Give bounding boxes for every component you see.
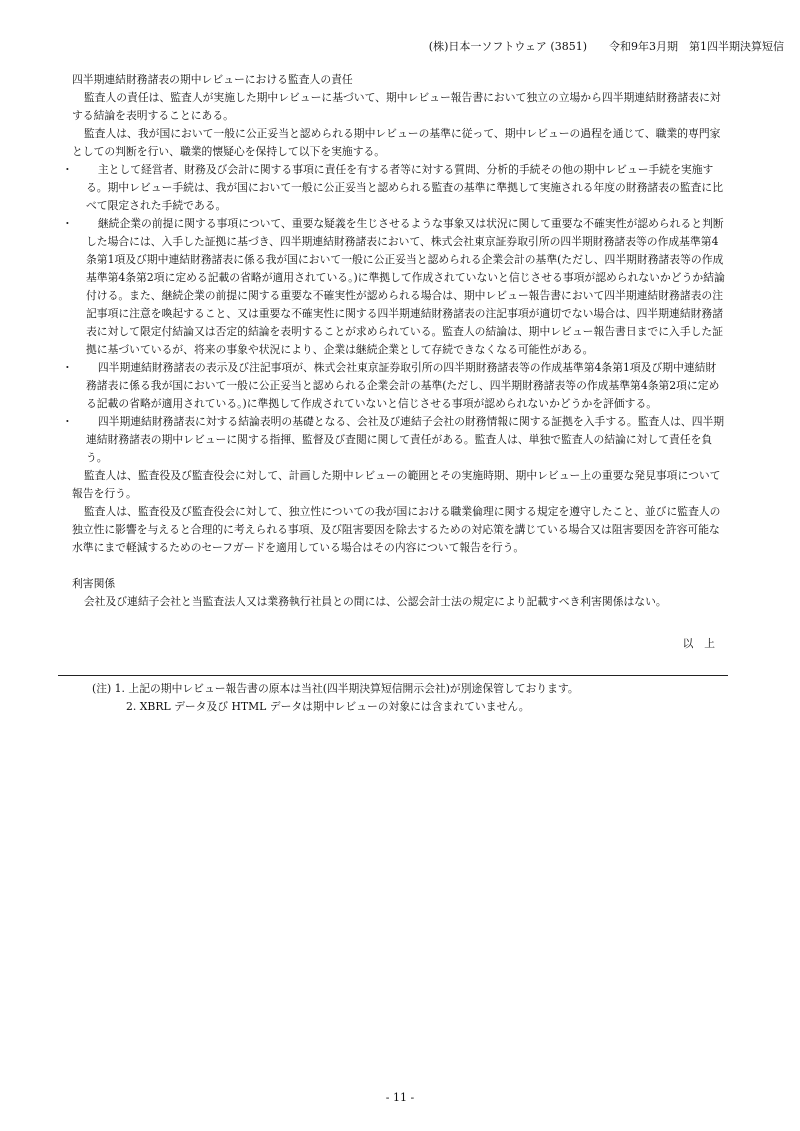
notes-label: (注) (92, 682, 112, 695)
bullet-marker: ・ (62, 361, 73, 374)
notes-divider (58, 675, 728, 676)
procedure-bullet-presentation (62, 359, 727, 413)
note-row-1 (72, 680, 727, 698)
procedure-bullet-going-concern (62, 215, 727, 359)
bullet-text: 継続企業の前提に関する事項について、重要な疑義を生じさせるような事象又は状況に関して重要な不確実性が認められると判断した場合には、入手した証拠に基づき、四半期連結財務諸表において、株式会社東京証券取引所の四半期財務諸表等の作成基準第4条第1項及び期中連結財務諸表に係る我が国において一般に公正妥当と認められる企業会計の基準(ただし、四半期財務諸表等の作成基準第4条第2項に定める記載の省略が適用されている。)に準拠して作成されていないと信じさせる事項が認められないかどうか結論付ける。また、継続企業の前提に関する重要な不確実性が認められる場合は、期中レビュー報告書において四半期連結財務諸表の注記事項に注意を喚起すること、又は重要な不確実性に関する四半期連結財務諸表の注記事項が適切でない場合は、四半期連結財務諸表に対して限定付結論又は否定的結論を表明することが求められている。監査人の結論は、期中レビュー報告書日までに入手した証拠に基づいているが、将来の事象や状況により、企業は継続企業として存続できなくなる可能性がある。 (86, 217, 725, 356)
interest-section-title: 利害関係 (72, 577, 116, 590)
bullet-text: 四半期連結財務諸表に対する結論表明の基礎となる、会社及び連結子会社の財務情報に関する証拠を入手する。監査人は、四半期連結財務諸表の期中レビューに関する指揮、監督及び査閲に関して責任がある。監査人は、単独で監査人の結論に対して責任を負う。 (86, 415, 725, 464)
communication-paragraph: 監査人は、監査役及び監査役会に対して、計画した期中レビューの範囲とその実施時期、期中レビュー上の重要な発見事項について報告を行う。 (72, 469, 721, 500)
note-row-2 (72, 698, 727, 716)
review-standards-paragraph: 監査人は、我が国において一般に公正妥当と認められる期中レビューの基準に従って、期中レビューの過程を通じて、職業的専門家としての判断を行い、職業的懐疑心を保持して以下を実施する。 (72, 127, 721, 158)
bullet-marker: ・ (62, 217, 73, 230)
document-body (62, 71, 727, 716)
procedure-bullet-evidence (62, 413, 727, 467)
independence-paragraph: 監査人は、監査役及び監査役会に対して、独立性についての我が国における職業倫理に関する規定を遵守したこと、並びに監査人の独立性に影響を与えると合理的に考えられる事項、及び阻害要因を除去するための対応策を講じている場合又は阻害要因を許容可能な水準にまで軽減するためのセーフガードを適用している場合はその内容について報告を行う。 (72, 505, 721, 554)
page-number: - 11 - (385, 1091, 415, 1104)
note-item-1: 1. 上記の期中レビュー報告書の原本は当社(四半期決算短信開示会社)が別途保管しております。 (114, 682, 579, 695)
bullet-text: 四半期連結財務諸表の表示及び注記事項が、株式会社東京証券取引所の四半期財務諸表等の作成基準第4条第1項及び期中連結財務諸表に係る我が国において一般に公正妥当と認められる企業会計の基準(ただし、四半期財務諸表等の作成基準第4条第2項に定める記載の省略が適用されている。)に準拠して作成されていないと信じさせる事項が認められないかどうかを評価する。 (86, 361, 720, 410)
bullet-text: 主として経営者、財務及び会計に関する事項に責任を有する者等に対する質問、分析的手続その他の期中レビュー手続を実施する。期中レビュー手続は、我が国において一般に公正妥当と認められる監査の基準に準拠して実施される年度の財務諸表の監査に比べて限定された手続である。 (86, 163, 724, 212)
review-intro-paragraph: 監査人の責任は、監査人が実施した期中レビューに基づいて、期中レビュー報告書において独立の立場から四半期連結財務諸表に対する結論を表明することにある。 (72, 91, 721, 122)
closing-mark: 以 上 (682, 637, 715, 650)
bullet-marker: ・ (62, 163, 73, 176)
page-header: (株)日本一ソフトウェア (3851) 令和9年3月期 第1四半期決算短信 (428, 40, 784, 53)
interest-paragraph: 会社及び連結子会社と当監査法人又は業務執行社員との間には、公認会計士法の規定により記載すべき利害関係はない。 (83, 595, 667, 608)
notes-block (72, 680, 727, 716)
review-section-title: 四半期連結財務諸表の期中レビューにおける監査人の責任 (72, 73, 353, 86)
procedure-bullet-inquiry (62, 161, 727, 215)
bullet-marker: ・ (62, 415, 73, 428)
section-spacer (72, 557, 727, 575)
note-item-2: 2. XBRL データ及び HTML データは期中レビューの対象には含まれていません。 (126, 700, 530, 713)
